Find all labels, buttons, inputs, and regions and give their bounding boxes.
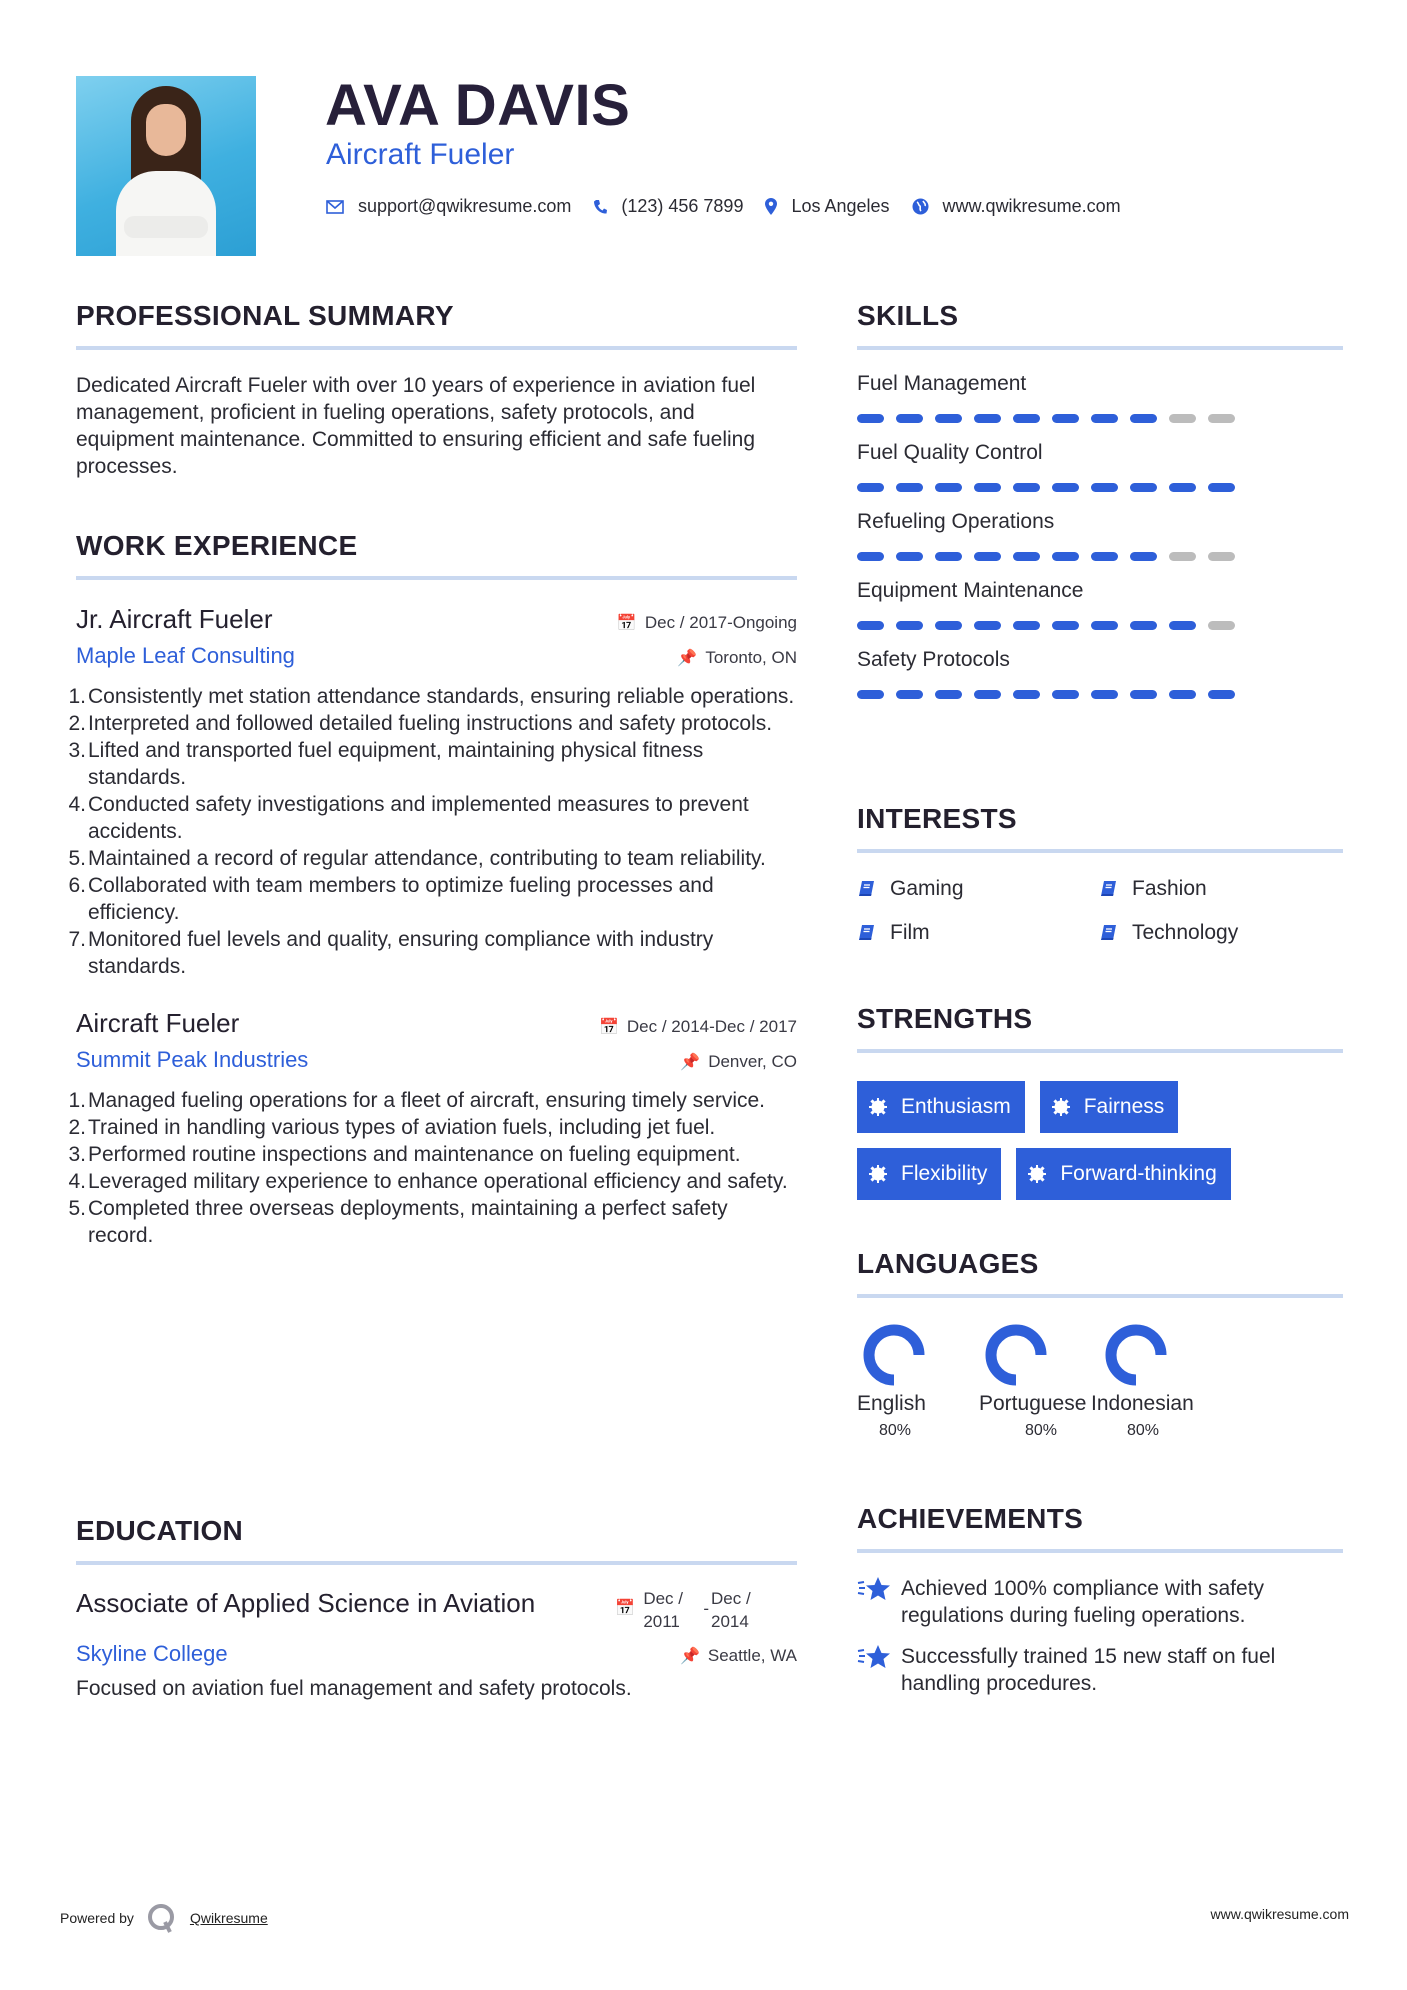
languages-section (857, 1248, 1343, 1440)
school-name: Skyline College (76, 1641, 228, 1666)
list-item: 2. Trained in handling various types of aviation fuels, including jet fuel. (68, 1116, 716, 1139)
job-entry (68, 1008, 797, 1249)
skill-meter (857, 621, 1343, 630)
achievement-item: Achieved 100% compliance with safety regulations during fueling operations. (857, 1575, 1343, 1629)
book-icon (1099, 880, 1117, 898)
section-divider (857, 849, 1343, 853)
experience-section (68, 530, 797, 1249)
section-heading: EDUCATION (76, 1515, 244, 1546)
section-heading: STRENGTHS (857, 1003, 1033, 1034)
job-position: Jr. Aircraft Fueler (76, 604, 273, 634)
powered-by-label: Powered by (60, 1910, 134, 1926)
section-divider (857, 1294, 1343, 1298)
summary-section (76, 300, 797, 480)
skills-section (857, 300, 1343, 717)
book-icon (857, 924, 875, 942)
job-entry (68, 604, 797, 980)
photo-body (116, 171, 216, 256)
language-item: Portuguese 80% (979, 1324, 1099, 1440)
list-item: 7. Monitored fuel levels and quality, ensuring compliance with industry standards. (68, 928, 714, 978)
section-divider (857, 1549, 1343, 1553)
skill-name: Fuel Quality Control (857, 441, 1043, 464)
interest-item: Technology (1099, 921, 1341, 945)
section-heading: ACHIEVEMENTS (857, 1503, 1084, 1534)
skill-meter (857, 690, 1343, 699)
footer-url[interactable]: www.qwikresume.com (1210, 1906, 1349, 1922)
pushpin-icon: 📌 (680, 1054, 701, 1071)
skill-name: Safety Protocols (857, 648, 1010, 671)
job-location: Toronto, ON (705, 648, 797, 667)
badge-icon (869, 1098, 887, 1116)
contact-phone[interactable]: (123) 456 7899 (621, 196, 744, 216)
date-separator: - (703, 1599, 709, 1618)
job-position: Aircraft Fueler (76, 1008, 240, 1038)
badge-icon (1028, 1165, 1046, 1183)
calendar-icon: 📅 (616, 615, 637, 632)
list-item: 6. Collaborated with team members to optimize fueling processes and efficiency. (68, 874, 714, 924)
list-item: 2. Interpreted and followed detailed fueling instructions and safety protocols. (68, 712, 773, 735)
language-ring-icon (863, 1324, 925, 1386)
list-item: 5. Maintained a record of regular attendance, contributing to team reliability. (68, 847, 766, 870)
language-item: Indonesian 80% (1099, 1324, 1219, 1440)
calendar-icon: 📅 (615, 1600, 636, 1617)
section-divider (857, 346, 1343, 350)
list-item: 3. Performed routine inspections and maintenance on fueling equipment. (68, 1143, 741, 1166)
skill-meter (857, 552, 1343, 561)
interest-item: Gaming (857, 877, 1099, 901)
section-heading: LANGUAGES (857, 1248, 1039, 1279)
map-pin-icon (765, 198, 777, 215)
section-heading: SKILLS (857, 300, 959, 331)
achievement-item: Successfully trained 15 new staff on fuel handling procedures. (857, 1643, 1343, 1697)
contact-email[interactable]: support@qwikresume.com (358, 196, 572, 216)
strength-badge: Enthusiasm (857, 1081, 1025, 1133)
section-heading: INTERESTS (857, 803, 1017, 834)
skill-name: Refueling Operations (857, 510, 1055, 533)
job-dates: Dec / 2017-Ongoing (644, 613, 797, 632)
language-item: English 80% (857, 1324, 977, 1440)
job-company: Maple Leaf Consulting (76, 643, 295, 668)
list-item: 4. Leveraged military experience to enhance operational efficiency and safety. (68, 1170, 788, 1193)
section-heading: PROFESSIONAL SUMMARY (76, 300, 454, 331)
section-divider (76, 346, 797, 350)
skill-name: Fuel Management (857, 372, 1027, 395)
calendar-icon: 📅 (598, 1019, 619, 1036)
photo-arms (124, 216, 208, 238)
candidate-name: AVA DAVIS (325, 73, 631, 138)
list-item: 5. Completed three overseas deployments, maintaining a perfect safety record. (68, 1197, 728, 1247)
language-ring-icon (1105, 1324, 1167, 1386)
achievements-section (857, 1503, 1343, 1697)
skill-meter (857, 483, 1343, 492)
language-ring-icon (985, 1324, 1047, 1386)
interest-item: Fashion (1099, 877, 1341, 901)
pushpin-icon: 📌 (677, 650, 698, 667)
section-divider (857, 1049, 1343, 1053)
candidate-title: Aircraft Fueler (326, 138, 515, 171)
footer-powered-by (60, 1902, 268, 1934)
badge-icon (1052, 1098, 1070, 1116)
education-section (76, 1515, 797, 1702)
job-company: Summit Peak Industries (76, 1047, 309, 1072)
star-icon (857, 1575, 891, 1603)
globe-icon (912, 198, 929, 215)
strength-badge: Fairness (1040, 1081, 1179, 1133)
list-item: 1. Managed fueling operations for a fleet of aircraft, ensuring timely service. (68, 1089, 766, 1112)
contact-row (326, 196, 1143, 217)
book-icon (857, 880, 875, 898)
qwikresume-logo-icon (146, 1902, 178, 1934)
strength-badge: Forward-thinking (1016, 1148, 1230, 1200)
skill-meter (857, 414, 1343, 423)
job-location: Denver, CO (708, 1052, 797, 1071)
list-item: 4. Conducted safety investigations and implemented measures to prevent accidents. (68, 793, 749, 843)
profile-photo (76, 76, 256, 256)
interest-item: Film (857, 921, 1099, 945)
school-location: Seattle, WA (707, 1646, 797, 1665)
job-dates: Dec / 2014-Dec / 2017 (626, 1017, 797, 1036)
degree-title: Associate of Applied Science in Aviation (76, 1588, 536, 1618)
phone-icon (593, 199, 607, 215)
section-divider (76, 576, 797, 580)
pushpin-icon: 📌 (679, 1648, 700, 1665)
edu-end-date: Dec / 2014 (711, 1589, 751, 1631)
envelope-icon (326, 200, 344, 214)
photo-face (146, 104, 186, 156)
book-icon (1099, 924, 1117, 942)
strengths-section (857, 1003, 1343, 1215)
list-item: 3. Lifted and transported fuel equipment, maintaining physical fitness standards. (68, 739, 704, 789)
job-bullets (68, 1087, 797, 1249)
summary-text: Dedicated Aircraft Fueler with over 10 years of experience in aviation fuel management, proficient in fueling operations, safety protocols, and equipment maintenance. Committed to ensuring efficient and safe fueling processes. (76, 374, 756, 478)
strength-badge: Flexibility (857, 1148, 1001, 1200)
edu-start-date: Dec / 2011 (643, 1589, 684, 1631)
contact-location: Los Angeles (791, 196, 890, 216)
section-heading: WORK EXPERIENCE (76, 530, 358, 561)
education-description: Focused on aviation fuel management and safety protocols. (76, 1677, 632, 1700)
qwikresume-link[interactable]: Qwikresume (189, 1910, 268, 1926)
section-divider (76, 1561, 797, 1565)
job-bullets (68, 683, 797, 980)
skill-name: Equipment Maintenance (857, 579, 1084, 602)
badge-icon (869, 1165, 887, 1183)
list-item: 1. Consistently met station attendance standards, ensuring reliable operations. (68, 685, 795, 708)
interests-section (857, 803, 1343, 945)
contact-website[interactable]: www.qwikresume.com (942, 196, 1121, 216)
star-icon (857, 1643, 891, 1671)
